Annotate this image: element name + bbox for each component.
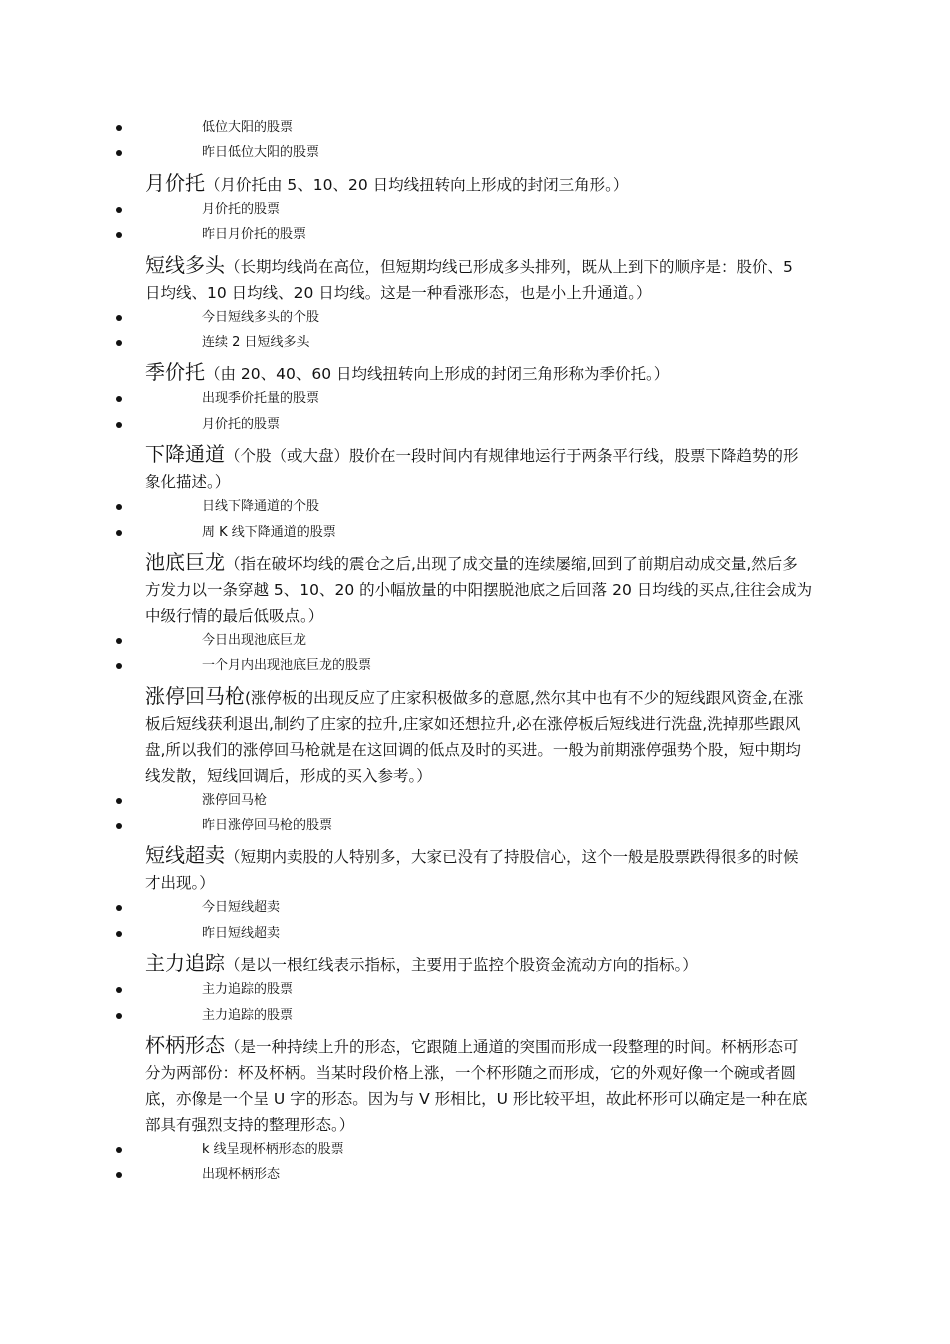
list-item-label: 出现季价托量的股票	[202, 391, 320, 407]
bullet-icon	[116, 798, 122, 804]
list-item-label: k 线呈现杯柄形态的股票	[202, 1142, 344, 1158]
document-body	[0, 118, 950, 1191]
section-title: 月价托	[145, 170, 205, 195]
list-item-label: 月价托的股票	[202, 416, 281, 432]
list-item-label: 一个月内出现池底巨龙的股票	[202, 658, 372, 674]
bullet-icon	[116, 905, 122, 911]
list-item	[0, 631, 950, 656]
bullet-icon	[116, 232, 122, 238]
section-paragraph	[145, 548, 813, 631]
list-item	[0, 389, 950, 414]
section-paragraph	[145, 251, 813, 308]
section-title: 季价托	[145, 360, 205, 385]
bullet-icon	[116, 1147, 122, 1153]
list-item	[0, 924, 950, 949]
section-paragraph	[145, 841, 813, 898]
list-item-label: 低位大阳的股票	[202, 120, 294, 135]
section-title: 主力追踪	[145, 951, 225, 976]
list-item	[0, 816, 950, 841]
section-description: （是一种持续上升的形态，它跟随上通道的突围而形成一段整理的时间。杯柄形态可分为两部份：杯及杯柄。当某时段价格上涨，一个杯形随之而形成，它的外观好像一个碗或者圆底，亦像是一个呈 U 字的形态。因为与 V 形相比，U 形比较平坦，故此杯形可以确定是一种在底部具有强烈支持的整理形态。）	[145, 1038, 808, 1135]
list-item	[0, 980, 950, 1005]
list-item-label: 涨停回马枪	[202, 792, 268, 808]
bullet-icon	[116, 315, 122, 321]
list-item-label: 主力追踪的股票	[202, 1007, 294, 1023]
section-paragraph	[145, 1031, 813, 1140]
section-description: （指在破坏均线的震仓之后,出现了成交量的连续屡缩,回到了前期启动成交量,然后多方发力以一条穿越 5、10、20 的小幅放量的中阳摆脱池底之后回落 20 日均线的买点,往往会成为中级行情的最后低吸点。）	[145, 554, 813, 625]
section-description: （长期均线尚在高位，但短期均线已形成多头排列，既从上到下的顺序是：股价、5 日均线、10 日均线、20 日均线。这是一种看涨形态，也是小上升通道。）	[145, 257, 793, 302]
list-item-label: 昨日短线超卖	[202, 925, 281, 941]
bullet-icon	[116, 504, 122, 510]
section-paragraph	[145, 358, 813, 389]
list-item	[0, 225, 950, 250]
list-item	[0, 1165, 950, 1190]
list-item	[0, 497, 950, 522]
list-item-label: 昨日涨停回马枪的股票	[202, 818, 333, 834]
list-item-label: 日线下降通道的个股	[202, 499, 320, 515]
list-item	[0, 1140, 950, 1165]
list-item	[0, 118, 950, 143]
section-title: 池底巨龙	[145, 549, 225, 574]
list-item	[0, 143, 950, 168]
section-paragraph	[145, 949, 813, 980]
list-item	[0, 308, 950, 333]
bullet-icon	[116, 125, 122, 131]
section-description: （个股（或大盘）股价在一段时间内有规律地运行于两条平行线，股票下降趋势的形象化描述。）	[145, 447, 799, 492]
bullet-icon	[116, 422, 122, 428]
list-item	[0, 523, 950, 548]
list-item-label: 连续 2 日短线多头	[202, 334, 310, 350]
section-title: 短线多头	[145, 252, 225, 277]
list-item-label: 周 K 线下降通道的股票	[202, 524, 336, 540]
bullet-icon	[116, 530, 122, 536]
list-item	[0, 791, 950, 816]
list-item	[0, 415, 950, 440]
bullet-icon	[116, 1013, 122, 1019]
section-description: （是以一根红线表示指标，主要用于监控个股资金流动方向的指标。）	[225, 956, 698, 975]
section-paragraph	[145, 682, 813, 791]
list-item	[0, 656, 950, 681]
bullet-icon	[116, 1172, 122, 1178]
section-description: (涨停板的出现反应了庄家积极做多的意愿,然尔其中也有不少的短线跟风资金,在涨板后短线获利退出,制约了庄家的拉升,庄家如还想拉升,必在涨停板后短线进行洗盘,洗掉那些跟风盘,所以我们的涨停回马枪就是在这回调的低点及时的买进。一般为前期涨停强势个股，短中期均线发散，短线回调后，形成的买入参考。）	[145, 688, 804, 785]
section-title: 杯柄形态	[145, 1033, 225, 1058]
list-item-label: 昨日低位大阳的股票	[202, 145, 320, 161]
bullet-icon	[116, 150, 122, 156]
bullet-icon	[116, 823, 122, 829]
bullet-icon	[116, 396, 122, 402]
section-title: 涨停回马枪	[145, 683, 245, 708]
list-item	[0, 200, 950, 225]
section-paragraph	[145, 440, 813, 497]
list-item-label: 月价托的股票	[202, 201, 281, 217]
section-paragraph	[145, 169, 813, 200]
list-item-label: 今日出现池底巨龙	[202, 632, 307, 648]
section-description: （由 20、40、60 日均线扭转向上形成的封闭三角形称为季价托。）	[205, 365, 670, 384]
bullet-icon	[116, 340, 122, 346]
list-item	[0, 898, 950, 923]
bullet-icon	[116, 663, 122, 669]
list-item	[0, 333, 950, 358]
section-description: （月价托由 5、10、20 日均线扭转向上形成的封闭三角形。）	[205, 175, 629, 194]
list-item	[0, 1006, 950, 1031]
bullet-icon	[116, 207, 122, 213]
section-description: （短期内卖股的人特别多，大家已没有了持股信心，这个一般是股票跌得很多的时候才出现。）	[145, 848, 799, 893]
list-item-label: 昨日月价托的股票	[202, 227, 307, 243]
section-title: 下降通道	[145, 442, 225, 467]
bullet-icon	[116, 638, 122, 644]
bullet-icon	[116, 987, 122, 993]
section-title: 短线超卖	[145, 843, 225, 868]
bullet-icon	[116, 931, 122, 937]
list-item-label: 主力追踪的股票	[202, 982, 294, 998]
list-item-label: 今日短线多头的个股	[202, 309, 320, 325]
list-item-label: 今日短线超卖	[202, 900, 281, 916]
list-item-label: 出现杯柄形态	[202, 1167, 281, 1183]
